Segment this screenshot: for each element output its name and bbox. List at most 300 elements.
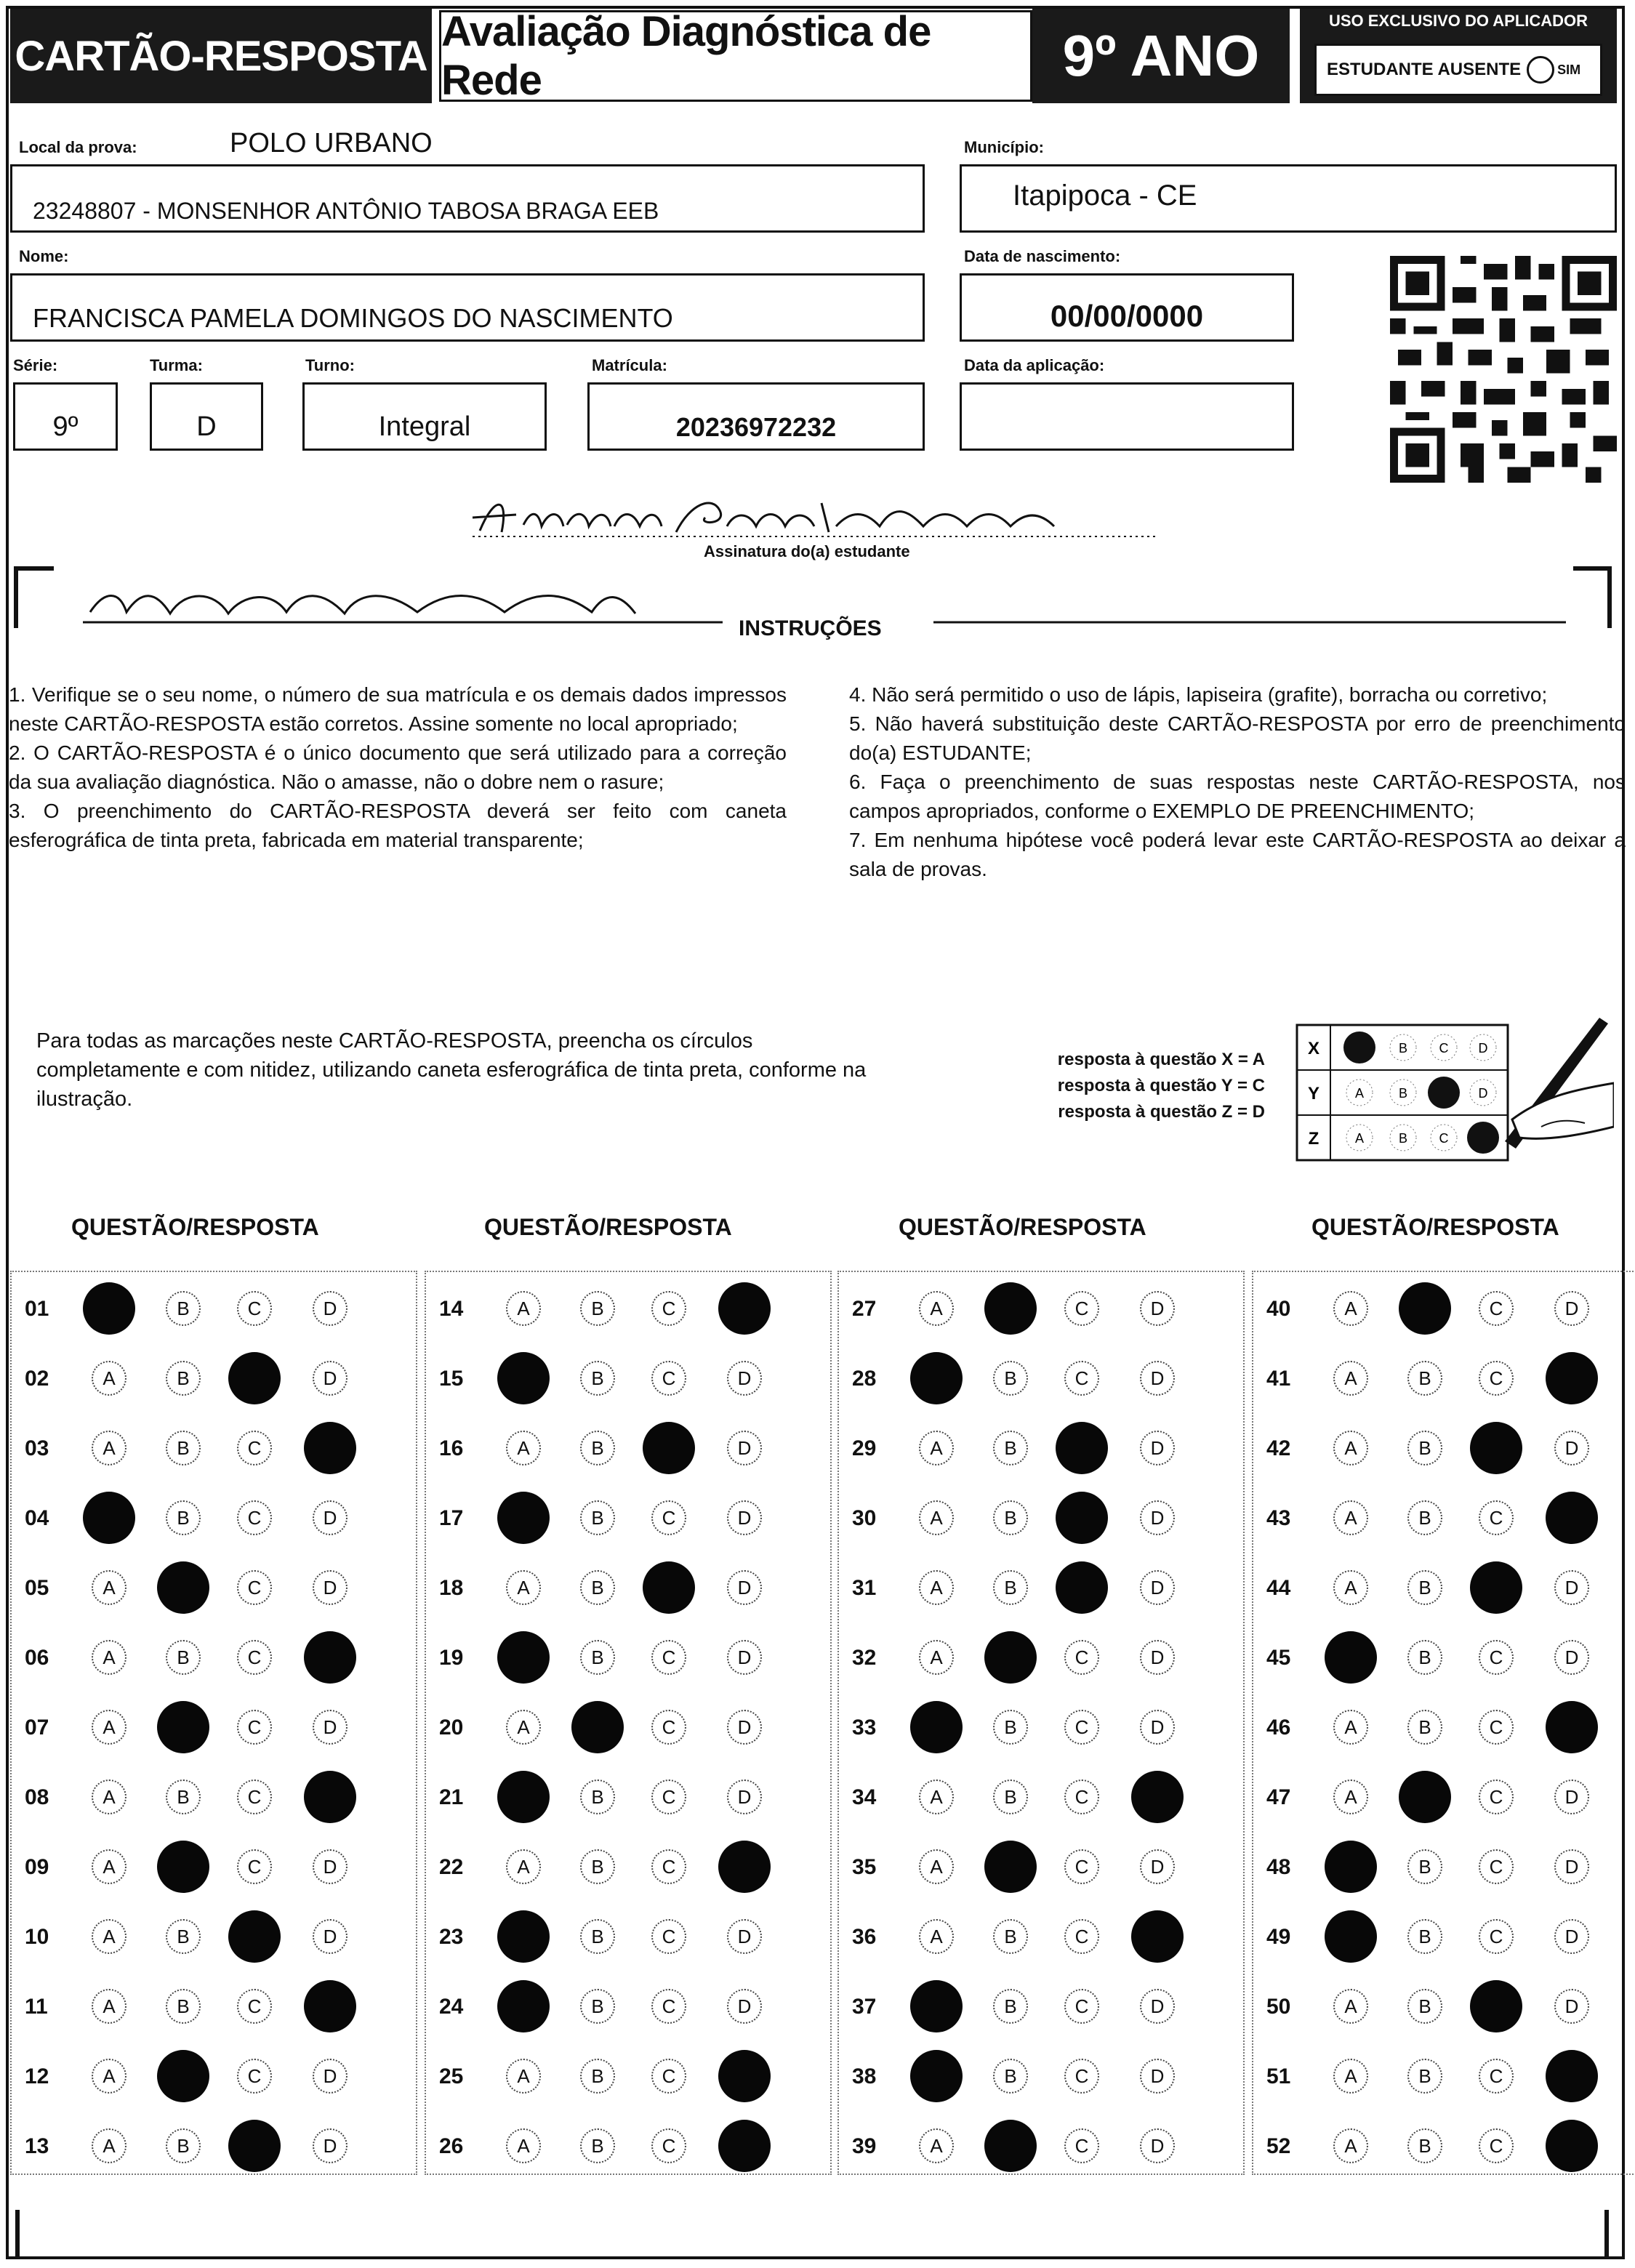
answer-bubble-c[interactable]: C	[1064, 2128, 1099, 2163]
applicator-label: USO EXCLUSIVO DO APLICADOR	[1328, 12, 1588, 30]
answer-bubble-d[interactable]: D	[313, 1849, 348, 1884]
example-legend-y: resposta à questão Y = C	[1057, 1076, 1265, 1095]
answer-bubble-b[interactable]	[1399, 1771, 1451, 1823]
answer-bubble-a[interactable]	[1325, 1910, 1377, 1963]
answer-bubble-d[interactable]: D	[1554, 1570, 1589, 1605]
answer-bubble-a[interactable]	[497, 1910, 550, 1963]
question-row	[426, 1285, 830, 1332]
answer-bubble-b[interactable]: B	[993, 1361, 1028, 1396]
aplicacao-field[interactable]	[960, 382, 1294, 451]
answer-bubble-a[interactable]	[83, 1492, 135, 1544]
question-number: 49	[1266, 1925, 1291, 1949]
answer-bubble-a[interactable]	[910, 1980, 963, 2032]
absent-label: ESTUDANTE AUSENTE	[1327, 60, 1522, 79]
answer-bubble-b[interactable]: B	[580, 1919, 615, 1954]
answer-bubble-c[interactable]: C	[651, 1919, 686, 1954]
answer-bubble-d[interactable]: D	[1140, 1989, 1175, 2024]
answer-bubble-c[interactable]: C	[1479, 1640, 1514, 1675]
answer-bubble-b[interactable]: B	[1407, 1500, 1442, 1535]
answer-bubble-a[interactable]: A	[1333, 1291, 1368, 1326]
answer-bubble-b[interactable]: B	[1407, 2128, 1442, 2163]
question-row	[839, 1355, 1243, 1402]
answer-bubble-d[interactable]: D	[727, 1780, 762, 1814]
answer-bubble-c[interactable]	[643, 1561, 695, 1614]
answer-bubble-a[interactable]: A	[1333, 1780, 1368, 1814]
question-row	[839, 1843, 1243, 1890]
answer-bubble-d[interactable]: D	[1140, 1431, 1175, 1465]
answer-bubble-c[interactable]: C	[1479, 1291, 1514, 1326]
answer-bubble-b[interactable]: B	[166, 1500, 201, 1535]
answer-bubble-d[interactable]: D	[313, 2128, 348, 2163]
answer-bubble-d[interactable]	[1546, 1352, 1598, 1404]
answer-bubble-a[interactable]: A	[919, 1291, 954, 1326]
question-number: 10	[25, 1925, 49, 1949]
answer-bubble-b[interactable]: B	[993, 1919, 1028, 1954]
answer-bubble-c[interactable]	[1056, 1561, 1108, 1614]
answer-bubble-c[interactable]: C	[1479, 2059, 1514, 2094]
answer-bubble-d[interactable]: D	[727, 1500, 762, 1535]
question-number: 01	[25, 1297, 49, 1321]
question-row	[12, 1774, 416, 1820]
question-number: 24	[439, 1995, 464, 2019]
instructions-left	[9, 680, 787, 855]
answer-bubble-c[interactable]: C	[237, 1710, 272, 1745]
example-option-label: B	[1398, 1041, 1408, 1055]
answer-bubble-a[interactable]: A	[1333, 2128, 1368, 2163]
answer-bubble-b[interactable]: B	[580, 1361, 615, 1396]
example-option-label: D	[1478, 1086, 1488, 1101]
answer-bubble-c[interactable]	[643, 1422, 695, 1474]
signature-caption: Assinatura do(a) estudante	[704, 542, 910, 560]
answer-bubble-a[interactable]: A	[919, 1500, 954, 1535]
question-number: 14	[439, 1297, 464, 1321]
example-option-label: C	[1439, 1041, 1449, 1055]
answer-bubble-d[interactable]: D	[1140, 1570, 1175, 1605]
answer-bubble-b[interactable]	[984, 1282, 1037, 1335]
fill-note: Para todas as marcações neste CARTÃO-RESPOSTA, preencha os círculos completamente e com nitidez, utilizando caneta esferográfica de tinta preta, conforme na ilustração.	[36, 1029, 867, 1111]
question-number: 27	[852, 1297, 877, 1321]
answer-bubble-c[interactable]: C	[1064, 1989, 1099, 2024]
answer-bubble-d[interactable]: D	[1554, 1989, 1589, 2024]
question-row	[426, 1913, 830, 1960]
answer-bubble-a[interactable]	[497, 1492, 550, 1544]
answer-bubble-b[interactable]: B	[166, 1640, 201, 1675]
answer-bubble-b[interactable]: B	[580, 1291, 615, 1326]
serie-value: 9º	[52, 411, 79, 442]
answer-bubble-b[interactable]: B	[993, 1989, 1028, 2024]
question-row	[1253, 1355, 1635, 1402]
answer-bubble-b[interactable]: B	[580, 1849, 615, 1884]
answer-bubble-c[interactable]: C	[1479, 2128, 1514, 2163]
answer-bubble-b[interactable]: B	[1407, 1431, 1442, 1465]
answer-bubble-a[interactable]: A	[92, 1710, 126, 1745]
answer-bubble-b[interactable]: B	[1407, 1710, 1442, 1745]
answer-bubble-c[interactable]: C	[237, 1500, 272, 1535]
question-row	[12, 1913, 416, 1960]
answer-bubble-d[interactable]: D	[727, 1570, 762, 1605]
answer-bubble-c[interactable]: C	[1479, 1710, 1514, 1745]
answer-bubble-d[interactable]: D	[1554, 1780, 1589, 1814]
nome-field	[10, 273, 925, 342]
answer-bubble-d[interactable]: D	[727, 1919, 762, 1954]
example-legend-x: resposta à questão X = A	[1057, 1050, 1265, 1069]
answer-bubble-b[interactable]	[157, 1701, 209, 1753]
answer-bubble-a[interactable]: A	[1333, 1570, 1368, 1605]
answer-bubble-d[interactable]	[1546, 2050, 1598, 2102]
exam-title: Avaliação Diagnóstica de Rede	[439, 10, 1032, 102]
answer-bubble-c[interactable]: C	[237, 1849, 272, 1884]
answer-bubble-b[interactable]: B	[580, 1640, 615, 1675]
answer-bubble-d[interactable]: D	[1140, 1640, 1175, 1675]
answer-bubble-b[interactable]: B	[993, 2059, 1028, 2094]
answer-bubble-b[interactable]: B	[580, 1570, 615, 1605]
answer-bubble-c[interactable]: C	[237, 2059, 272, 2094]
answer-bubble-c[interactable]: C	[1064, 1291, 1099, 1326]
answer-bubble-d[interactable]	[1131, 1910, 1184, 1963]
answer-bubble-a[interactable]: A	[1333, 1431, 1368, 1465]
absent-field	[1314, 44, 1602, 96]
example-option-label: C	[1439, 1131, 1449, 1146]
answer-bubble-d[interactable]: D	[727, 1431, 762, 1465]
question-number: 37	[852, 1995, 877, 2019]
answer-bubble-a[interactable]: A	[92, 2059, 126, 2094]
answer-bubble-a[interactable]: A	[92, 1849, 126, 1884]
answer-bubble-d[interactable]: D	[727, 1710, 762, 1745]
answer-bubble-d[interactable]	[718, 2050, 771, 2102]
answer-bubble-b[interactable]: B	[580, 2059, 615, 2094]
answer-bubble-d[interactable]: D	[1140, 1291, 1175, 1326]
answer-bubble-b[interactable]: B	[993, 1431, 1028, 1465]
question-row	[426, 1983, 830, 2030]
turno-value: Integral	[378, 411, 471, 442]
answer-bubble-d[interactable]: D	[1140, 1500, 1175, 1535]
answer-bubble-d[interactable]	[1131, 1771, 1184, 1823]
answer-bubble-d[interactable]: D	[313, 1361, 348, 1396]
answer-bubble-c[interactable]: C	[237, 1780, 272, 1814]
answer-bubble-c[interactable]: C	[1064, 1919, 1099, 1954]
example-row-label: Y	[1307, 1084, 1320, 1103]
question-number: 30	[852, 1506, 877, 1530]
answer-bubble-a[interactable]	[910, 1701, 963, 1753]
answer-bubble-b[interactable]: B	[1407, 1919, 1442, 1954]
answer-bubble-d[interactable]: D	[313, 1570, 348, 1605]
qr-code-icon	[1390, 256, 1617, 483]
question-number: 06	[25, 1646, 49, 1670]
answer-bubble-b[interactable]	[157, 1841, 209, 1893]
answer-bubble-c[interactable]: C	[651, 2059, 686, 2094]
applicator-box	[1300, 9, 1617, 103]
answer-bubble-c[interactable]: C	[651, 1710, 686, 1745]
answer-bubble-a[interactable]	[910, 1352, 963, 1404]
answer-bubble-a[interactable]: A	[506, 2059, 541, 2094]
answer-bubble-a[interactable]: A	[92, 1780, 126, 1814]
answer-bubble-a[interactable]	[497, 1631, 550, 1684]
question-row	[12, 1634, 416, 1681]
nascimento-field	[960, 273, 1294, 342]
answer-bubble-d[interactable]: D	[1554, 1431, 1589, 1465]
question-number: 32	[852, 1646, 877, 1670]
answer-bubble-a[interactable]: A	[506, 1710, 541, 1745]
answer-bubble-d[interactable]: D	[1554, 1849, 1589, 1884]
example-filled-bubble	[1428, 1077, 1460, 1109]
question-row	[839, 1495, 1243, 1541]
answer-bubble-c[interactable]: C	[651, 1849, 686, 1884]
example-option-label: A	[1354, 1086, 1365, 1101]
answer-bubble-a[interactable]: A	[919, 1849, 954, 1884]
nascimento-label: Data de nascimento:	[964, 247, 1121, 265]
question-row	[839, 1285, 1243, 1332]
question-number: 20	[439, 1716, 464, 1740]
question-number: 33	[852, 1716, 877, 1740]
answer-bubble-b[interactable]: B	[166, 1919, 201, 1954]
absent-checkbox[interactable]	[1527, 56, 1554, 84]
answer-bubble-d[interactable]: D	[313, 1919, 348, 1954]
question-row	[426, 1425, 830, 1471]
answer-bubble-d[interactable]	[718, 2120, 771, 2172]
answer-bubble-d[interactable]: D	[727, 1640, 762, 1675]
answer-bubble-a[interactable]: A	[919, 1780, 954, 1814]
nome-value: FRANCISCA PAMELA DOMINGOS DO NASCIMENTO	[33, 303, 673, 333]
answer-bubble-b[interactable]	[984, 1841, 1037, 1893]
question-row	[1253, 2053, 1635, 2099]
absent-option-label: SIM	[1557, 62, 1581, 77]
answer-bubble-b[interactable]	[984, 1631, 1037, 1684]
answer-bubble-c[interactable]	[228, 1910, 281, 1963]
answer-bubble-d[interactable]: D	[1140, 1361, 1175, 1396]
question-number: 04	[25, 1506, 49, 1530]
answer-bubble-b[interactable]: B	[993, 1780, 1028, 1814]
answer-bubble-d[interactable]	[1546, 1492, 1598, 1544]
answer-bubble-b[interactable]: B	[580, 2128, 615, 2163]
answer-bubble-a[interactable]: A	[919, 1640, 954, 1675]
answer-bubble-b[interactable]: B	[166, 1780, 201, 1814]
question-row	[12, 1983, 416, 2030]
answer-bubble-d[interactable]: D	[727, 1989, 762, 2024]
answer-bubble-b[interactable]: B	[166, 2128, 201, 2163]
answer-bubble-c[interactable]: C	[1064, 2059, 1099, 2094]
matricula-value: 20236972232	[675, 412, 837, 442]
answer-bubble-d[interactable]	[718, 1841, 771, 1893]
question-row	[12, 2053, 416, 2099]
answer-bubble-d[interactable]: D	[313, 1710, 348, 1745]
answer-bubble-d[interactable]: D	[1554, 1919, 1589, 1954]
answer-bubble-a[interactable]: A	[92, 1989, 126, 2024]
answer-bubble-c[interactable]: C	[237, 1989, 272, 2024]
answer-bubble-c[interactable]: C	[237, 1570, 272, 1605]
answer-bubble-c[interactable]: C	[651, 1989, 686, 2024]
answer-bubble-c[interactable]: C	[1064, 1780, 1099, 1814]
question-number: 11	[25, 1995, 48, 2019]
answer-bubble-b[interactable]: B	[166, 1361, 201, 1396]
answer-bubble-c[interactable]: C	[1479, 1361, 1514, 1396]
answer-bubble-b[interactable]	[157, 2050, 209, 2102]
answer-bubble-b[interactable]: B	[993, 1500, 1028, 1535]
answer-bubble-d[interactable]	[304, 1422, 356, 1474]
example-option-label: D	[1478, 1041, 1488, 1055]
answer-bubble-c[interactable]: C	[1479, 1780, 1514, 1814]
answer-bubble-d[interactable]	[304, 1980, 356, 2032]
answer-bubble-a[interactable]	[910, 2050, 963, 2102]
matricula-field	[587, 382, 925, 451]
answer-bubble-a[interactable]: A	[919, 1919, 954, 1954]
answer-bubble-b[interactable]: B	[993, 1570, 1028, 1605]
answer-bubble-a[interactable]: A	[506, 1570, 541, 1605]
example-filled-bubble	[1343, 1032, 1375, 1063]
answer-bubble-c[interactable]	[228, 2120, 281, 2172]
answer-bubble-d[interactable]	[304, 1771, 356, 1823]
answer-bubble-a[interactable]: A	[506, 2128, 541, 2163]
answer-bubble-c[interactable]: C	[1064, 1849, 1099, 1884]
question-row	[12, 1355, 416, 1402]
answer-bubble-c[interactable]: C	[651, 1361, 686, 1396]
question-column	[1252, 1271, 1635, 2175]
example-row-label: X	[1307, 1039, 1320, 1058]
answer-bubble-d[interactable]: D	[1140, 1849, 1175, 1884]
answer-bubble-c[interactable]	[1056, 1492, 1108, 1544]
answer-bubble-c[interactable]	[1470, 1422, 1522, 1474]
answer-bubble-a[interactable]: A	[506, 1849, 541, 1884]
answer-bubble-d[interactable]: D	[313, 1500, 348, 1535]
answer-bubble-a[interactable]: A	[1333, 1710, 1368, 1745]
answer-bubble-a[interactable]	[497, 1771, 550, 1823]
answer-bubble-d[interactable]: D	[1554, 1291, 1589, 1326]
question-row	[1253, 1983, 1635, 2030]
question-number: 02	[25, 1367, 49, 1391]
answer-bubble-b[interactable]: B	[580, 1431, 615, 1465]
serie-field	[13, 382, 118, 451]
answer-bubble-a[interactable]: A	[1333, 1989, 1368, 2024]
answer-bubble-b[interactable]: B	[1407, 1640, 1442, 1675]
answer-bubble-d[interactable]	[304, 1631, 356, 1684]
answer-bubble-b[interactable]: B	[1407, 1989, 1442, 2024]
answer-bubble-a[interactable]	[497, 1352, 550, 1404]
answer-bubble-c[interactable]	[1470, 1980, 1522, 2032]
answer-bubble-a[interactable]: A	[919, 1431, 954, 1465]
question-row	[1253, 1913, 1635, 1960]
answer-bubble-a[interactable]	[1325, 1841, 1377, 1893]
answer-bubble-c[interactable]	[228, 1352, 281, 1404]
answer-bubble-c[interactable]	[1470, 1561, 1522, 1614]
answer-bubble-c[interactable]: C	[1479, 1919, 1514, 1954]
answer-bubble-d[interactable]	[1546, 1701, 1598, 1753]
answer-bubble-a[interactable]: A	[92, 1570, 126, 1605]
question-number: 31	[852, 1576, 877, 1600]
turma-label: Turma:	[150, 356, 203, 374]
question-row	[1253, 1564, 1635, 1611]
answer-bubble-b[interactable]: B	[1407, 1849, 1442, 1884]
answer-bubble-b[interactable]: B	[166, 1989, 201, 2024]
answer-bubble-a[interactable]: A	[92, 2128, 126, 2163]
question-row	[839, 1983, 1243, 2030]
answer-bubble-a[interactable]: A	[92, 1361, 126, 1396]
question-number: 39	[852, 2134, 877, 2158]
answer-bubble-b[interactable]: B	[993, 1710, 1028, 1745]
answer-bubble-c[interactable]: C	[651, 1780, 686, 1814]
answer-bubble-c[interactable]: C	[651, 1291, 686, 1326]
question-row	[839, 1564, 1243, 1611]
answer-bubble-b[interactable]	[984, 2120, 1037, 2172]
question-row	[839, 2053, 1243, 2099]
answer-bubble-d[interactable]: D	[1140, 2128, 1175, 2163]
answer-bubble-a[interactable]: A	[919, 1570, 954, 1605]
answer-bubble-d[interactable]: D	[313, 1291, 348, 1326]
answer-bubble-c[interactable]: C	[1479, 1849, 1514, 1884]
answer-bubble-d[interactable]: D	[727, 1361, 762, 1396]
answer-bubble-a[interactable]: A	[1333, 1361, 1368, 1396]
answer-bubble-b[interactable]: B	[1407, 1361, 1442, 1396]
answer-bubble-b[interactable]: B	[166, 1291, 201, 1326]
answer-bubble-c[interactable]: C	[651, 1640, 686, 1675]
answer-bubble-a[interactable]: A	[92, 1919, 126, 1954]
example-grid	[1294, 1010, 1614, 1170]
answer-bubble-b[interactable]: B	[1407, 2059, 1442, 2094]
answer-bubble-d[interactable]: D	[1140, 2059, 1175, 2094]
answer-bubble-b[interactable]: B	[580, 1780, 615, 1814]
answer-bubble-a[interactable]: A	[919, 2128, 954, 2163]
answer-bubble-b[interactable]: B	[580, 1989, 615, 2024]
student-signature	[458, 488, 1185, 547]
answer-bubble-b[interactable]	[571, 1701, 624, 1753]
answer-bubble-b[interactable]	[1399, 1282, 1451, 1335]
answer-bubble-a[interactable]	[1325, 1631, 1377, 1684]
answer-bubble-b[interactable]: B	[1407, 1570, 1442, 1605]
question-number: 35	[852, 1855, 877, 1879]
answer-bubble-a[interactable]	[497, 1980, 550, 2032]
turma-field	[150, 382, 263, 451]
answer-bubble-c[interactable]: C	[1064, 1710, 1099, 1745]
serie-label: Série:	[13, 356, 58, 374]
answer-bubble-c[interactable]	[1056, 1422, 1108, 1474]
question-row	[12, 1285, 416, 1332]
school-value: 23248807 - MONSENHOR ANTÔNIO TABOSA BRAGA EEB	[33, 198, 659, 224]
answer-bubble-c[interactable]: C	[1064, 1361, 1099, 1396]
instructions-right	[849, 680, 1626, 884]
example-legend-z: resposta à questão Z = D	[1058, 1102, 1265, 1122]
answer-bubble-a[interactable]: A	[92, 1431, 126, 1465]
answer-bubble-b[interactable]	[157, 1561, 209, 1614]
answer-bubble-c[interactable]: C	[1064, 1640, 1099, 1675]
answer-bubble-a[interactable]: A	[1333, 2059, 1368, 2094]
question-row	[426, 2123, 830, 2169]
answer-bubble-d[interactable]: D	[313, 2059, 348, 2094]
answer-bubble-c[interactable]: C	[237, 1431, 272, 1465]
answer-bubble-a[interactable]: A	[92, 1640, 126, 1675]
answer-bubble-d[interactable]: D	[1554, 1640, 1589, 1675]
answer-bubble-d[interactable]	[1546, 2120, 1598, 2172]
answer-bubble-c[interactable]: C	[1479, 1500, 1514, 1535]
answer-bubble-b[interactable]: B	[166, 1431, 201, 1465]
example-option-label: B	[1398, 1131, 1408, 1146]
answer-bubble-c[interactable]: C	[651, 1500, 686, 1535]
answer-bubble-a[interactable]: A	[1333, 1500, 1368, 1535]
question-row	[1253, 1843, 1635, 1890]
answer-bubble-c[interactable]: C	[651, 2128, 686, 2163]
instruction-7: 7. Em nenhuma hipótese você poderá levar este CARTÃO-RESPOSTA ao deixar a sala de provas.	[849, 829, 1626, 880]
answer-bubble-a[interactable]	[83, 1282, 135, 1335]
answer-bubble-d[interactable]	[718, 1282, 771, 1335]
question-number: 51	[1266, 2064, 1291, 2088]
school-field	[10, 164, 925, 233]
question-row	[426, 1774, 830, 1820]
answer-bubble-a[interactable]: A	[506, 1291, 541, 1326]
answer-bubble-b[interactable]: B	[580, 1500, 615, 1535]
question-row	[839, 1774, 1243, 1820]
answer-bubble-c[interactable]: C	[237, 1291, 272, 1326]
answer-bubble-d[interactable]: D	[1140, 1710, 1175, 1745]
answer-bubble-c[interactable]: C	[237, 1640, 272, 1675]
answer-bubble-a[interactable]: A	[506, 1431, 541, 1465]
question-row	[839, 1704, 1243, 1750]
